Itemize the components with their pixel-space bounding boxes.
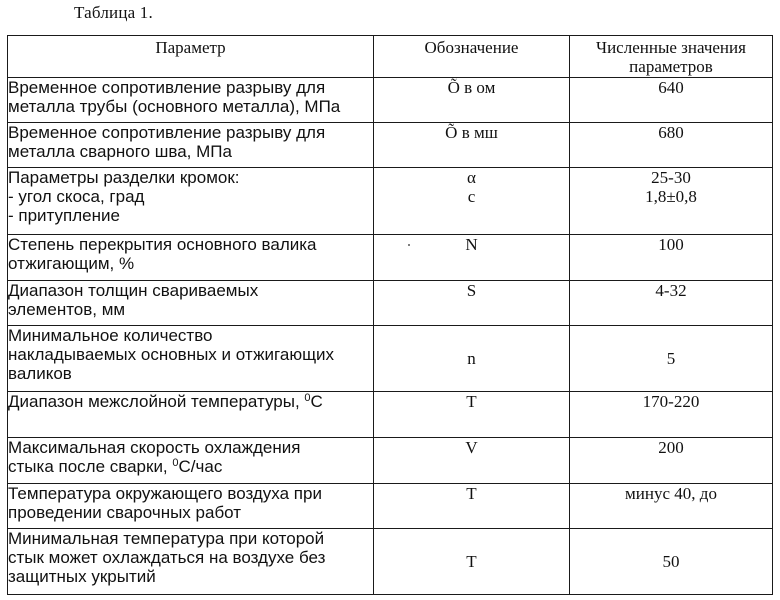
param-cell: [8, 484, 374, 529]
value-cell: 50: [570, 529, 773, 595]
param-cell: [8, 168, 374, 235]
param-line: защитных укрытий: [8, 567, 156, 586]
param-text: Диапазон межслойной температуры,: [8, 392, 305, 411]
param-line: Степень перекрытия основного валика: [8, 235, 317, 254]
header-parameter: Параметр: [8, 36, 374, 78]
table-row: [8, 123, 773, 168]
param-cell: [8, 123, 374, 168]
table-row: [8, 392, 773, 438]
symbol-cell: T: [374, 392, 570, 438]
param-line: металла трубы (основного металла), МПа: [8, 97, 341, 116]
table-row: [8, 529, 773, 595]
symbol-cell: Õ в ом: [374, 78, 570, 123]
symbol-cell: S: [374, 281, 570, 326]
header-values-line-2: параметров: [629, 57, 713, 76]
value-cell: 680: [570, 123, 773, 168]
param-line: Максимальная скорость охлаждения: [8, 438, 301, 457]
header-values: [570, 36, 773, 78]
value-cell: минус 40, до: [570, 484, 773, 529]
param-cell: [8, 235, 374, 281]
value-bluntness: 1,8±0,8: [645, 187, 697, 206]
symbol-cell: N: [374, 235, 570, 281]
param-line: - угол скоса, град: [8, 187, 145, 206]
symbol-cell: T: [374, 484, 570, 529]
table-caption: Таблица 1.: [74, 3, 153, 22]
value-cell: 200: [570, 438, 773, 484]
param-line: проведении сварочных работ: [8, 503, 242, 522]
param-line: отжигающим, %: [8, 254, 135, 273]
table-row: [8, 326, 773, 392]
param-cell: [8, 326, 374, 392]
param-text: стыка после сварки,: [8, 457, 173, 476]
symbol-cell: [374, 168, 570, 235]
param-cell: [8, 392, 374, 438]
param-line: элементов, мм: [8, 300, 126, 319]
param-line: Минимальное количество: [8, 326, 213, 345]
param-line: накладываемых основных и отжигающих: [8, 345, 335, 364]
symbol-cell: Õ в мш: [374, 123, 570, 168]
param-line: Температура окружающего воздуха при: [8, 484, 322, 503]
header-values-line-1: Численные значения: [596, 38, 746, 57]
param-cell: [8, 281, 374, 326]
param-line: Временное сопротивление разрыву для: [8, 123, 326, 142]
symbol-cell: T: [374, 529, 570, 595]
param-line: стык может охлаждаться на воздухе без: [8, 548, 326, 567]
param-line: - притупление: [8, 206, 120, 225]
value-cell: 640: [570, 78, 773, 123]
param-line: [8, 457, 373, 476]
table-row: [8, 438, 773, 484]
parameters-table: [7, 35, 773, 595]
value-cell: [570, 168, 773, 235]
param-line: валиков: [8, 364, 72, 383]
param-line: Диапазон толщин свариваемых: [8, 281, 259, 300]
value-cell: 170-220: [570, 392, 773, 438]
param-unit: С: [310, 392, 323, 411]
table-row: [8, 281, 773, 326]
param-line: [8, 392, 373, 411]
param-unit: С/час: [178, 457, 223, 476]
value-cell: 5: [570, 326, 773, 392]
param-cell: [8, 529, 374, 595]
table-header-row: [8, 36, 773, 78]
param-line: металла сварного шва, МПа: [8, 142, 232, 161]
symbol-alpha: α: [467, 168, 476, 187]
scan-speck: [408, 244, 410, 246]
param-line: Параметры разделки кромок:: [8, 168, 240, 187]
degree-superscript: 0: [304, 392, 311, 404]
symbol-cell: n: [374, 326, 570, 392]
symbol-c: c: [467, 187, 476, 206]
param-line: Временное сопротивление разрыву для: [8, 78, 326, 97]
degree-superscript: 0: [172, 457, 179, 469]
table-row: [8, 78, 773, 123]
symbol-cell: V: [374, 438, 570, 484]
value-cell: 4-32: [570, 281, 773, 326]
value-angle: 25-30: [651, 168, 691, 187]
param-cell: [8, 438, 374, 484]
value-cell: 100: [570, 235, 773, 281]
param-cell: [8, 78, 374, 123]
table-row: [8, 168, 773, 235]
table-row: [8, 235, 773, 281]
table-row: [8, 484, 773, 529]
header-symbol: Обозначение: [374, 36, 570, 78]
param-line: Минимальная температура при которой: [8, 529, 325, 548]
